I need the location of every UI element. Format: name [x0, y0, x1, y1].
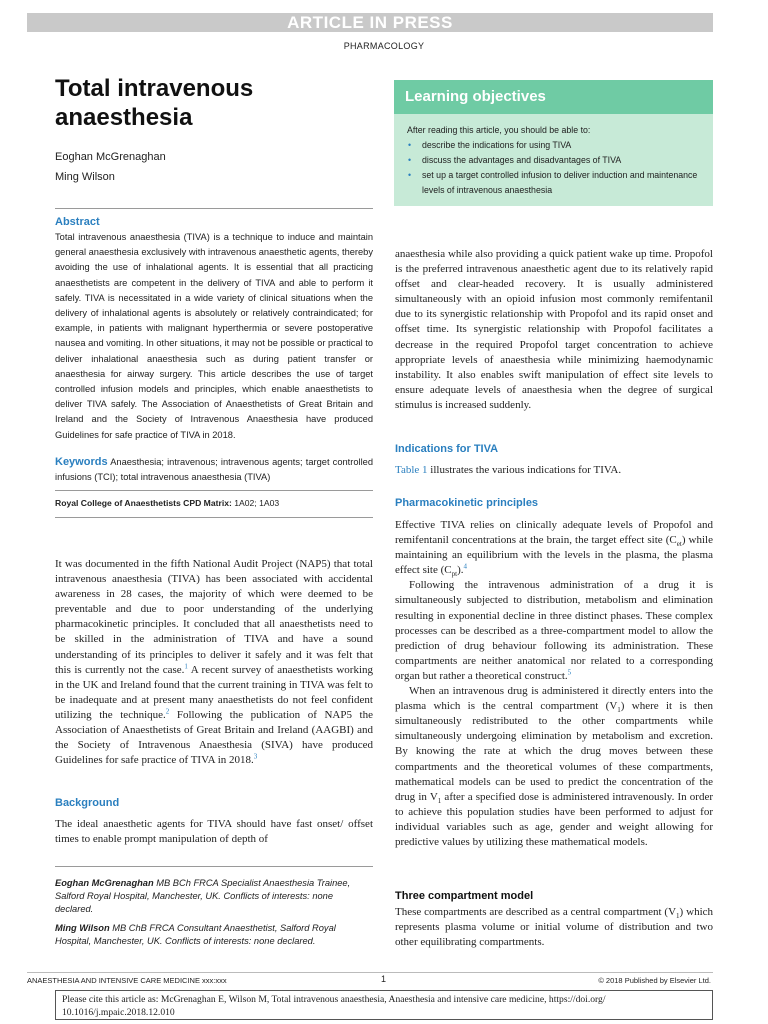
citation-ref[interactable]: 2 — [165, 707, 170, 716]
learning-objectives-box — [394, 114, 713, 206]
citation-box: Please cite this article as: McGrenaghan E, Wilson M, Total intravenous anaesthesia, Anaesthesia and intensive care medicine, https://doi.org/ 10.1016/j.mpaic.2018.12.010 — [55, 990, 713, 1020]
affiliations-rule — [55, 866, 373, 867]
background-heading: Background — [55, 797, 120, 809]
learning-objectives-heading: Learning objectives — [394, 80, 713, 114]
indications-paragraph: Table 1 illustrates the various indications for TIVA. — [395, 464, 622, 476]
copyright: © 2018 Published by Elsevier Ltd. — [598, 976, 711, 985]
background-paragraph-start: The ideal anaesthetic agents for TIVA should have fast onset/ offset times to enable prompt manipulation of depth of — [55, 818, 373, 846]
footer-rule — [27, 972, 713, 973]
author-1: Eoghan McGrenaghan — [55, 151, 166, 163]
keywords-label: Keywords — [55, 456, 108, 468]
author-2: Ming Wilson — [55, 171, 115, 183]
keywords-text: Anaesthesia; intravenous; intravenous agents; target controlled infusions (TCI); total intravenous anaesthesia (TIVA) — [55, 457, 373, 483]
section-label: PHARMACOLOGY — [343, 41, 425, 51]
objective-item: • discuss the advantages and disadvantages of TIVA — [407, 153, 701, 168]
citation-ref[interactable]: 3 — [253, 752, 258, 761]
article-title-line-1: Total intravenous — [55, 75, 254, 102]
affiliation-name: Ming Wilson — [55, 923, 110, 933]
cpd-matrix-label: Royal College of Anaesthetists CPD Matrix: — [55, 498, 232, 508]
pk-paragraph-1: Effective TIVA relies on clinically adequate levels of Propofol and remifentanil concentrations at the brain, the target effect site $(C_{et})$ while maintaining an equilibrium with the levels in the plasma, the plasma effect site $(C_{pt}).^4$ — [395, 519, 713, 579]
learning-objectives-intro: After reading this article, you should be able to: — [407, 125, 591, 135]
abstract-text: Total intravenous anaesthesia (TIVA) is a technique to induce and maintain general anaesthesia exclusively with intravenous anaesthetic agents, thereby avoiding the use of inhalational agents. It is essential that all practicing anaesthetists are competent in the delivery of TIVA and able to perform it safely. TIVA is necessitated in a wide variety of clinical situations when the delivery of inhalational agents is absolutely or relatively contraindicated; for example, in patients with malignant hyperthermia or severe postoperative nausea and vomiting. In other situations, it may not be possible or practical to deliver inhalational anaesthesia such as during patient transfer or anaesthesia for airway surgery. This article describes the use of target controlled infusion models and principles, which enable anaesthetists to deliver TIVA safely. The Association of Anaesthetists of Great Britain and Ireland and the Society of Intravenous Anaesthesia have produced Guidelines for safe practice of TIVA in 2018. — [55, 232, 373, 440]
pk-paragraph-3: When an intravenous drug is administered it directly enters into the plasma which is the central compartment $(V_1)$ where it is then simultaneously redistributed to the other compartments while simultaneously undergoing elimination by metabolism and excretion. By knowing the rate at which the drug moves between these compartments and the theoretical volumes of these compartments, mathematical models can be used to predict the concentration of the drug in $V_1$ after a specified dose is administered intravenously. In order to achieve this population studies have been performed to adjust for individual variables such as age, gender and weight allowing for predictive values by utilizing these mathematical models. — [395, 685, 713, 848]
abstract-top-rule — [55, 208, 373, 209]
pharmacokinetic-body — [395, 518, 713, 850]
citation-ref[interactable]: 5 — [567, 668, 572, 677]
keywords-bottom-rule — [55, 490, 373, 491]
bullet-icon: • — [408, 155, 412, 165]
affiliation-2: Ming Wilson MB ChB FRCA Consultant Anaesthetist, Salford Royal Hospital, Manchester, UK. Conflicts of interests: none declared. — [55, 923, 336, 946]
objective-item: • set up a target controlled infusion to deliver induction and maintenance levels of intravenous anaesthesia — [408, 170, 698, 195]
three-compartment-heading: Three compartment model — [395, 890, 534, 902]
page-number: 1 — [381, 974, 387, 984]
journal-name: ANAESTHESIA AND INTENSIVE CARE MEDICINE xxx:xxx — [27, 976, 227, 985]
background-paragraph-continued: anaesthesia while also providing a quick patient wake up time. Propofol is the preferred intravenous anaesthetic agent due to its relatively rapid offset and clear-headed recovery. It is usually administered simultaneously with an opioid infusion most commonly remifentanil due to its synergistic relationship with Propofol and its rapid onset and offset time. Its synergistic relationship with Propofol facilitates a decrease in the required Propofol target concentration to achieve appropriate levels of anaesthesia while minimizing haemodynamic instability. It also enables swift manipulation of effect site levels to ensure adequate levels of anaesthesia when the degree of surgical stimulus is increased suddenly. — [395, 248, 713, 411]
bullet-icon: • — [408, 140, 412, 150]
indications-heading: Indications for TIVA — [395, 443, 499, 455]
abstract-bottom-rule — [55, 517, 373, 518]
article-title-line-2: anaesthesia — [55, 104, 193, 131]
pk-paragraph-2: Following the intravenous administration of a drug it is simultaneously subjected to distribution, metabolism and elimination resulting in exponential decline in three distinct phases. These complex processes can be described as a three-compartment model to allow the prediction of drug behaviour following its administration. These compartments are neither anatomical nor related to a corresponding organ but rather a theoretical construct.$^5$ — [395, 579, 713, 682]
cpd-matrix — [55, 498, 279, 508]
article-in-press-banner: ARTICLE IN PRESS — [27, 13, 713, 32]
citation-ref[interactable]: 1 — [184, 662, 188, 670]
article-title — [55, 74, 355, 132]
three-compartment-paragraph: These compartments are described as a central compartment $(V_1)$ which represents plasma volume or initial volume of distribution and two other equilibrating compartments. — [395, 906, 714, 949]
citation-ref[interactable]: 4 — [463, 562, 467, 571]
affiliation-name: Eoghan McGrenaghan — [55, 878, 154, 888]
learning-objectives-list — [407, 138, 701, 198]
bullet-icon: • — [408, 170, 412, 180]
keywords — [55, 455, 373, 485]
cpd-matrix-value: 1A02; 1A03 — [234, 498, 280, 508]
objective-item: • describe the indications for using TIVA — [407, 138, 701, 153]
affiliation-1: Eoghan McGrenaghan MB BCh FRCA Specialist Anaesthesia Trainee, Salford Royal Hospital, Manchester, UK. Conflicts of interests: none declared. — [55, 878, 351, 914]
intro-paragraph: It was documented in the fifth National Audit Project (NAP5) that total intravenous anaesthesia (TIVA) has been associated with accidental awareness in 28 cases, the majority of which were deemed to be preventable and due to poor understanding of the underlying pharmacokinetic principles. It concluded that all anaesthetists need to be skilled in the administration of TIVA and have a sound understanding of its principles to deliver it safely and it was felt that this is currently not the case.$^1$ A recent survey of anaesthetists working in the UK and Ireland found that the current training in TIVA was felt to be inadequate and at present many anaesthetists do not feel confident utilizing the technique.$^2$ Following the publication of NAP5 the Association of Anaesthetists of Great Britain and Ireland (AAGBI) and the Society of Intravenous Anaesthesia (SIVA) have produced Guidelines for safe practice of TIVA in 2018.$^3$ — [55, 558, 373, 767]
abstract-heading: Abstract — [55, 216, 100, 228]
pharmacokinetic-heading: Pharmacokinetic principles — [395, 497, 539, 509]
table-1-link[interactable]: Table 1 — [395, 464, 428, 476]
